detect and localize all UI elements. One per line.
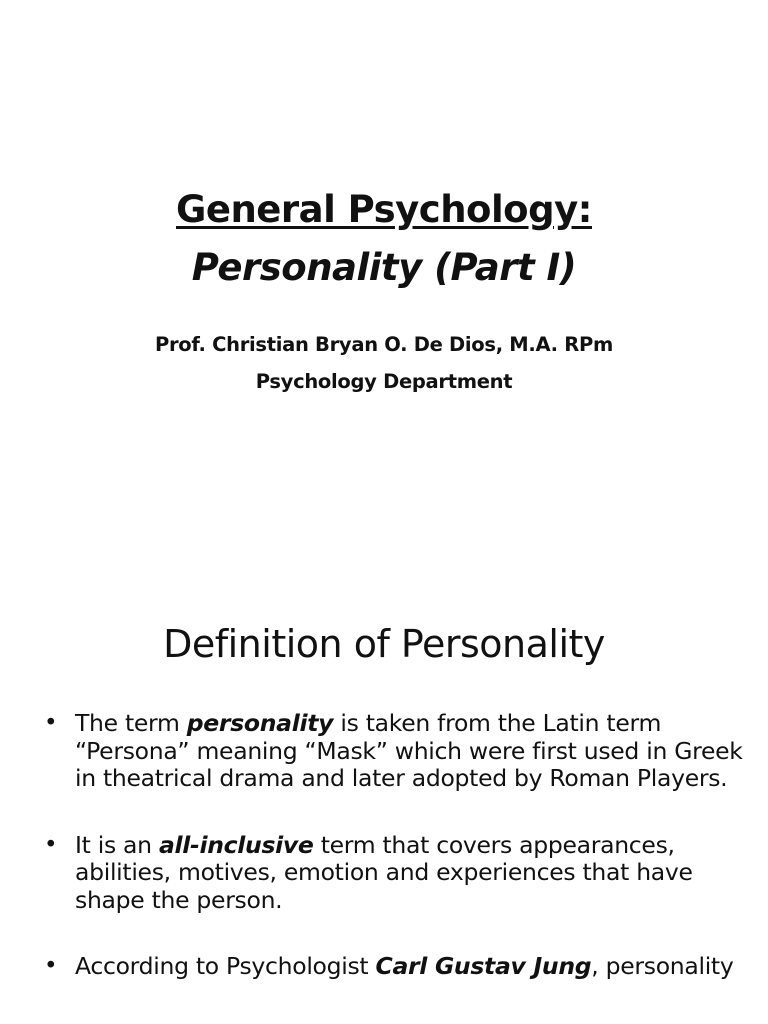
content-slide (0, 560, 768, 1024)
bullet-icon: • (44, 953, 58, 979)
bullet-text: It is an (75, 830, 159, 859)
slide-subtitle: Personality (Part I) (191, 246, 577, 289)
slide-heading: Definition of Personality (163, 622, 605, 666)
bullet-text: According to Psychologist (75, 952, 376, 980)
bullet-text: The term (75, 709, 187, 737)
bullet-text: is taken from the Latin term “Persona” meaning “Mask” which were first used in Greek in theatrical drama and later adopted by Roman Players. (75, 709, 743, 792)
bullet-item-3 (44, 953, 744, 981)
bullet-text: term that covers appearances, abilities, motives, emotion and experiences that have shape the person. (75, 830, 693, 914)
bullet-item-2 (44, 832, 744, 915)
bullet-icon: • (44, 831, 58, 858)
department-name: Psychology Department (255, 370, 513, 393)
bullet-emphasis: all-inclusive (158, 830, 314, 859)
bullet-emphasis: personality (186, 709, 334, 737)
slide-title: General Psychology: (176, 188, 592, 231)
bullet-list (44, 710, 744, 1020)
author-name: Prof. Christian Bryan O. De Dios, M.A. RPm (155, 333, 613, 356)
bullet-emphasis: Carl Gustav Jung (375, 952, 592, 980)
bullet-item-1 (44, 710, 744, 793)
bullet-text: , personality (591, 952, 734, 980)
bullet-icon: • (44, 710, 58, 736)
